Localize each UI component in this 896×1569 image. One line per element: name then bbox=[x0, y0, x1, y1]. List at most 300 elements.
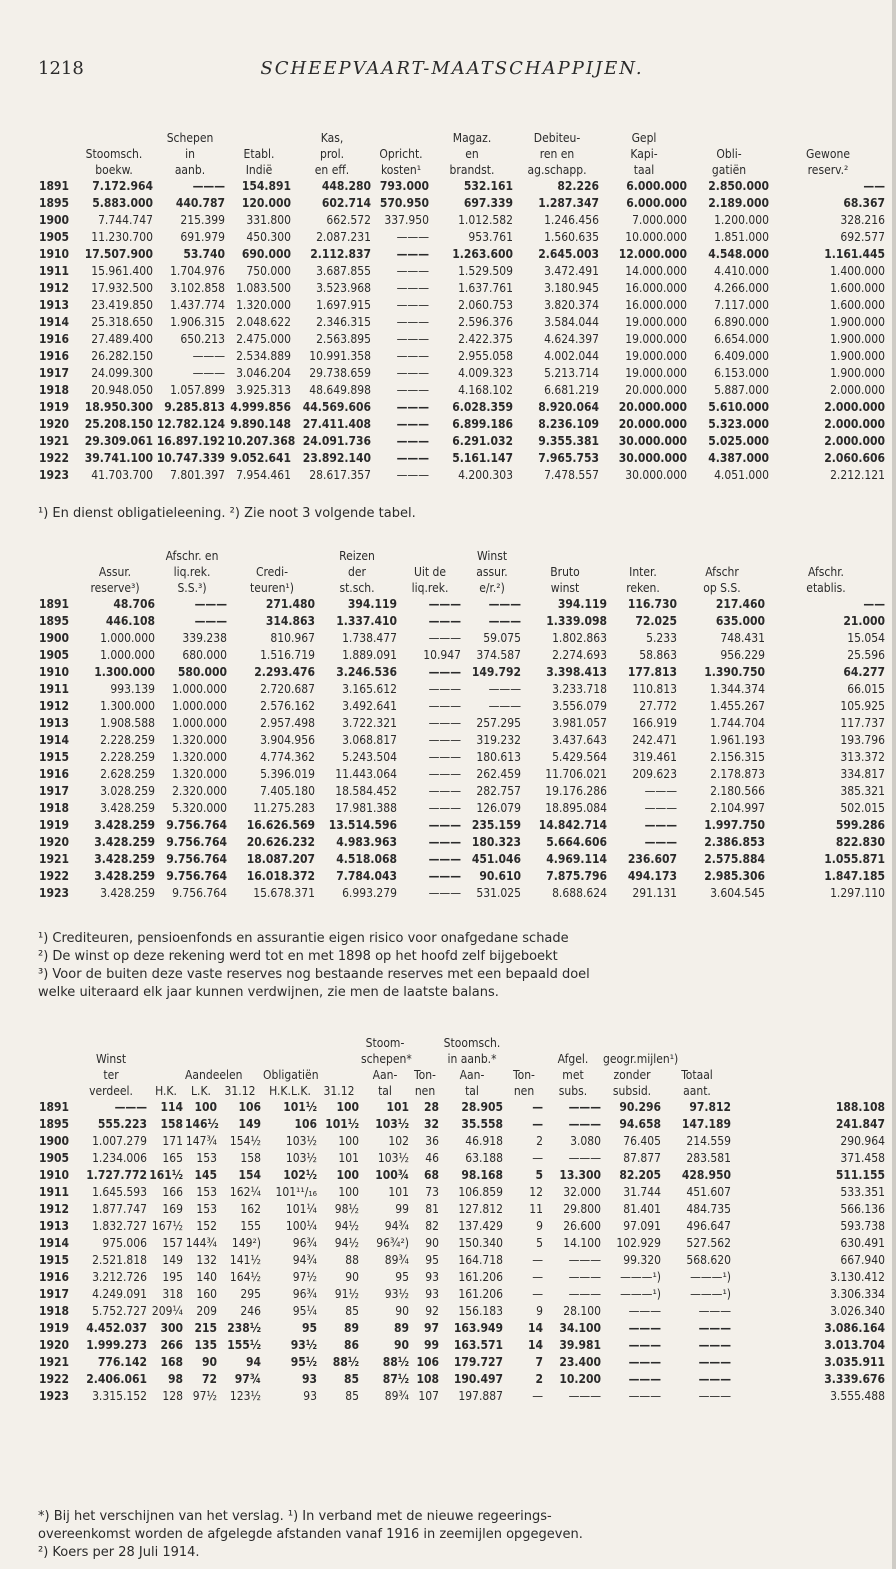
table-cell: 3.180.945 bbox=[544, 281, 599, 295]
table-cell: 46.918 bbox=[465, 1134, 503, 1148]
table-cell: —— bbox=[863, 179, 885, 193]
table-cell: 4.002.044 bbox=[544, 349, 599, 363]
table-cell: 19.000.000 bbox=[625, 332, 687, 346]
table-cell: ——— bbox=[568, 1389, 601, 1403]
table-cell: 334.817 bbox=[840, 767, 885, 781]
table-cell: 20.000.000 bbox=[618, 417, 687, 431]
table-cell: 66.015 bbox=[847, 682, 885, 696]
table-cell: 98.168 bbox=[461, 1168, 503, 1182]
table-cell: 690.000 bbox=[241, 247, 291, 261]
table-cell: 319.461 bbox=[632, 750, 677, 764]
table-cell: 63.188 bbox=[465, 1151, 503, 1165]
table-cell: 190.497 bbox=[453, 1372, 503, 1386]
table-cell: 2.596.376 bbox=[458, 315, 513, 329]
column-header bbox=[74, 1035, 148, 1051]
table-cell: 23.892.140 bbox=[302, 451, 371, 465]
table-cell: 9.890.148 bbox=[230, 417, 291, 431]
table-cell: 100¼ bbox=[285, 1219, 317, 1233]
column-header bbox=[602, 1035, 662, 1051]
table-cell: 5.320.000 bbox=[172, 801, 227, 815]
table-cell: 7.801.397 bbox=[170, 468, 225, 482]
table-cell: 102.929 bbox=[616, 1236, 661, 1250]
table-cell: ——— bbox=[192, 179, 225, 193]
table-cell: 101 bbox=[338, 1151, 359, 1165]
row-year: 1913 bbox=[39, 298, 70, 312]
table-cell: 1.200.000 bbox=[714, 213, 769, 227]
table-cell: 6.890.000 bbox=[714, 315, 769, 329]
table-cell: 214.559 bbox=[686, 1134, 731, 1148]
table-cell: 3.981.057 bbox=[552, 716, 607, 730]
table-cell: 374.587 bbox=[476, 648, 521, 662]
table-cell: 3.492.641 bbox=[342, 699, 397, 713]
table-cell: ——— bbox=[192, 366, 225, 380]
table-cell: 48.706 bbox=[113, 597, 155, 611]
table-cell: 217.460 bbox=[715, 597, 765, 611]
table-cell: 1.437.774 bbox=[170, 298, 225, 312]
column-header: prol. bbox=[319, 147, 345, 161]
table-cell: 149 bbox=[238, 1117, 261, 1131]
table-cell: 28.905 bbox=[461, 1100, 503, 1114]
table-cell: 32.000 bbox=[563, 1185, 601, 1199]
table-cell: 5.664.606 bbox=[546, 835, 607, 849]
table-cell: 13.514.596 bbox=[328, 818, 397, 832]
table-cell: 93½ bbox=[384, 1287, 409, 1301]
column-header: Aan- bbox=[459, 1068, 485, 1082]
table-cell: 177.813 bbox=[627, 665, 677, 679]
table-cell: 3.102.858 bbox=[170, 281, 225, 295]
table-cell: ——— bbox=[628, 1321, 661, 1335]
column-header: en bbox=[465, 147, 479, 161]
table-row bbox=[38, 596, 886, 613]
table-row bbox=[38, 1286, 886, 1303]
table-cell: 1.900.000 bbox=[830, 332, 885, 346]
table-cell: 99 bbox=[395, 1202, 409, 1216]
table-cell: 2.955.058 bbox=[458, 349, 513, 363]
table-cell: 9 bbox=[536, 1219, 543, 1233]
column-header bbox=[74, 548, 156, 564]
table-cell: 290.964 bbox=[840, 1134, 885, 1148]
table-cell: 16.000.000 bbox=[625, 298, 687, 312]
table-cell: ——— bbox=[428, 750, 461, 764]
table-cell: 3.233.718 bbox=[552, 682, 607, 696]
column-header: schepen* bbox=[361, 1052, 412, 1066]
row-year: 1919 bbox=[39, 400, 70, 414]
column-header bbox=[218, 1035, 262, 1051]
table-cell: 9.756.764 bbox=[166, 869, 227, 883]
table-cell: 2.521.818 bbox=[92, 1253, 147, 1267]
table-cell: 120.000 bbox=[241, 196, 291, 210]
table-cell: 4.168.102 bbox=[458, 383, 513, 397]
table-cell: 691.979 bbox=[180, 230, 225, 244]
column-header: op S.S. bbox=[703, 581, 741, 595]
table-cell: 2.274.693 bbox=[552, 648, 607, 662]
table-cell: 975.006 bbox=[102, 1236, 147, 1250]
table-cell: 95¼ bbox=[292, 1304, 317, 1318]
table-cell: ——— bbox=[396, 383, 429, 397]
table-cell: 72 bbox=[201, 1372, 217, 1386]
table-cell: 2.985.306 bbox=[704, 869, 765, 883]
table-cell: 3.339.676 bbox=[824, 1372, 885, 1386]
column-header bbox=[38, 580, 74, 596]
table-cell: 102½ bbox=[283, 1168, 317, 1182]
table-cell: 1.000.000 bbox=[172, 699, 227, 713]
table-cell: 7.784.043 bbox=[336, 869, 397, 883]
column-header: etablis. bbox=[806, 581, 846, 595]
column-header: boekw. bbox=[95, 163, 133, 177]
table2-footnote-1: ¹) Crediteuren, pensioenfonds en assurantie eigen risico voor onafgedane schade bbox=[38, 931, 569, 946]
table-cell: 101½ bbox=[283, 1100, 317, 1114]
table-cell: 128 bbox=[162, 1389, 183, 1403]
table-row bbox=[38, 1099, 886, 1116]
table-cell: 11.443.064 bbox=[335, 767, 397, 781]
row-year: 1920 bbox=[39, 417, 70, 431]
table-cell: 9.756.764 bbox=[172, 886, 227, 900]
row-year: 1916 bbox=[39, 767, 70, 781]
table-cell: ——— bbox=[396, 315, 429, 329]
table-cell: 5.161.147 bbox=[452, 451, 513, 465]
table3-footnote-3: ²) Koers per 28 Juli 1914. bbox=[38, 1545, 200, 1560]
table-cell: 750.000 bbox=[246, 264, 291, 278]
table-cell: 2.000.000 bbox=[824, 417, 885, 431]
table-cell: 241.847 bbox=[835, 1117, 885, 1131]
table-cell: 188.108 bbox=[835, 1100, 885, 1114]
table-cell: 2.212.121 bbox=[830, 468, 885, 482]
table-cell: 5.752.727 bbox=[92, 1304, 147, 1318]
row-year: 1918 bbox=[39, 383, 70, 397]
table-cell: 135 bbox=[194, 1338, 217, 1352]
row-year: 1921 bbox=[39, 1355, 70, 1369]
table-header-row bbox=[38, 564, 886, 580]
column-header: nen bbox=[513, 1084, 535, 1098]
table-row bbox=[38, 1116, 886, 1133]
table-cell: 10.200 bbox=[559, 1372, 601, 1386]
table-cell: 123½ bbox=[229, 1389, 261, 1403]
table-cell: 91½ bbox=[334, 1287, 359, 1301]
table-cell: 5.610.000 bbox=[708, 400, 769, 414]
table-cell: 10.747.339 bbox=[156, 451, 225, 465]
table-cell: 149.792 bbox=[471, 665, 521, 679]
column-header bbox=[226, 130, 292, 146]
table-cell: 3.437.643 bbox=[552, 733, 607, 747]
table-cell: ——— bbox=[628, 1372, 661, 1386]
table-cell: 4.452.037 bbox=[86, 1321, 147, 1335]
table-cell: ——— bbox=[428, 801, 461, 815]
table-cell: 4.387.000 bbox=[708, 451, 769, 465]
table-cell: 337.950 bbox=[384, 213, 429, 227]
table-cell: 100 bbox=[194, 1100, 217, 1114]
column-header: Credi- bbox=[255, 565, 289, 579]
row-year: 1915 bbox=[39, 750, 70, 764]
table-cell: 3.687.855 bbox=[316, 264, 371, 278]
table-cell: 527.562 bbox=[686, 1236, 731, 1250]
column-header: Winst bbox=[476, 549, 508, 563]
table-cell: ——— bbox=[488, 614, 521, 628]
table-cell: ——— bbox=[428, 784, 461, 798]
table-cell: 810.967 bbox=[270, 631, 315, 645]
table-cell: 152 bbox=[196, 1219, 217, 1233]
table-cell: 209¼ bbox=[151, 1304, 183, 1318]
row-year: 1921 bbox=[39, 434, 70, 448]
table-cell: 6.899.186 bbox=[452, 417, 513, 431]
table-cell: 6.028.359 bbox=[452, 400, 513, 414]
table-cell: ——— bbox=[396, 468, 429, 482]
table-cell: 8.236.109 bbox=[538, 417, 599, 431]
table-cell: 11.706.021 bbox=[545, 767, 607, 781]
column-header: L.K. bbox=[191, 1084, 211, 1098]
table-cell: 1.600.000 bbox=[830, 281, 885, 295]
table-cell: 1.000.000 bbox=[100, 648, 155, 662]
table-cell: 394.119 bbox=[347, 597, 397, 611]
table-cell: 100 bbox=[336, 1100, 359, 1114]
table-cell: 1.012.582 bbox=[458, 213, 513, 227]
table-cell: 566.136 bbox=[840, 1202, 885, 1216]
table-cell: 10.207.368 bbox=[227, 434, 296, 448]
table-cell: 145 bbox=[194, 1168, 217, 1182]
table-row bbox=[38, 664, 886, 681]
table-cell: ——— bbox=[644, 835, 677, 849]
column-header: H.K.L.K. bbox=[269, 1084, 311, 1098]
table-cell: 10.991.358 bbox=[309, 349, 371, 363]
table-cell: ——— bbox=[194, 597, 227, 611]
table-cell: 2.293.476 bbox=[254, 665, 315, 679]
table-cell: 257.295 bbox=[476, 716, 521, 730]
table-cell: 144¾ bbox=[185, 1236, 217, 1250]
table-cell: 95 bbox=[301, 1321, 317, 1335]
column-header: der bbox=[348, 565, 366, 579]
column-header: assur. bbox=[476, 565, 508, 579]
table-cell: ——— bbox=[628, 1338, 661, 1352]
table-cell: 58.863 bbox=[639, 648, 677, 662]
table-cell: 82 bbox=[425, 1219, 439, 1233]
table-cell: 2.320.000 bbox=[172, 784, 227, 798]
table-cell: 85 bbox=[343, 1372, 359, 1386]
column-header: e/r.²) bbox=[479, 581, 505, 595]
table-cell: 117.737 bbox=[840, 716, 885, 730]
table-cell: 451.046 bbox=[471, 852, 521, 866]
table-cell: 20.000.000 bbox=[618, 400, 687, 414]
row-year: 1917 bbox=[39, 784, 70, 798]
table-cell: 5.429.564 bbox=[552, 750, 607, 764]
table-cell: 154.891 bbox=[241, 179, 291, 193]
row-year: 1911 bbox=[39, 682, 70, 696]
column-header bbox=[38, 1035, 74, 1051]
table-cell: 9.052.641 bbox=[230, 451, 291, 465]
column-header: met bbox=[562, 1068, 584, 1082]
row-year: 1891 bbox=[39, 597, 70, 611]
table-row bbox=[38, 681, 886, 698]
table-cell: 3.428.259 bbox=[100, 801, 155, 815]
table-cell: 101¼ bbox=[285, 1202, 317, 1216]
table-cell: 14.100 bbox=[563, 1236, 601, 1250]
table-cell: 3.026.340 bbox=[830, 1304, 885, 1318]
table-cell: 90 bbox=[345, 1270, 359, 1284]
table-cell: 5.213.714 bbox=[544, 366, 599, 380]
table-cell: 440.787 bbox=[175, 196, 225, 210]
running-title: SCHEEPVAART-MAATSCHAPPIJEN. bbox=[260, 58, 644, 79]
table-cell: 602.714 bbox=[321, 196, 371, 210]
row-year: 1913 bbox=[39, 1219, 70, 1233]
column-header bbox=[608, 548, 678, 564]
table-cell: 3.584.044 bbox=[544, 315, 599, 329]
table-cell: 12.782.124 bbox=[156, 417, 225, 431]
table-cell: ——— bbox=[628, 1304, 661, 1318]
table-cell: 1.802.863 bbox=[552, 631, 607, 645]
table-cell: 385.321 bbox=[840, 784, 885, 798]
table-row bbox=[38, 348, 886, 365]
table-cell: 24.091.736 bbox=[302, 434, 371, 448]
table-cell: 17.507.900 bbox=[84, 247, 153, 261]
table-row bbox=[38, 1337, 886, 1354]
table-cell: 3.925.313 bbox=[236, 383, 291, 397]
table-row bbox=[38, 868, 886, 885]
table-cell: 1.263.600 bbox=[452, 247, 513, 261]
table-cell: 100 bbox=[338, 1134, 359, 1148]
column-header: reserv.² bbox=[807, 163, 849, 177]
table-cell: 3.820.374 bbox=[544, 298, 599, 312]
row-year: 1916 bbox=[39, 349, 70, 363]
column-header: aanb. bbox=[174, 163, 206, 177]
table-cell: 106 bbox=[238, 1100, 261, 1114]
table-cell: 15.678.371 bbox=[253, 886, 315, 900]
table-cell: 1.847.185 bbox=[824, 869, 885, 883]
table-cell: 5.025.000 bbox=[708, 434, 769, 448]
table-cell: 1.900.000 bbox=[830, 315, 885, 329]
table-cell: 3.428.259 bbox=[94, 818, 155, 832]
table-cell: 89¾ bbox=[384, 1389, 409, 1403]
table-cell: 10.947 bbox=[423, 648, 461, 662]
table-cell: 2.104.997 bbox=[710, 801, 765, 815]
table-row bbox=[38, 749, 886, 766]
table-cell: ——— bbox=[396, 298, 429, 312]
table-cell: 2 bbox=[535, 1372, 543, 1386]
column-header bbox=[504, 1051, 544, 1067]
table-row bbox=[38, 766, 886, 783]
column-header: teuren¹) bbox=[250, 581, 294, 595]
column-header: S.S.³) bbox=[177, 581, 207, 595]
table-cell: 246 bbox=[240, 1304, 261, 1318]
column-header: subs. bbox=[558, 1084, 588, 1098]
table-cell: 76.405 bbox=[623, 1134, 661, 1148]
column-header bbox=[688, 130, 770, 146]
table-cell: ——— bbox=[396, 417, 429, 431]
table-cell: 11.230.700 bbox=[91, 230, 153, 244]
table-row bbox=[38, 613, 886, 630]
table-cell: 822.830 bbox=[835, 835, 885, 849]
table-row bbox=[38, 1354, 886, 1371]
table-cell: 1.637.761 bbox=[458, 281, 513, 295]
column-header bbox=[262, 1051, 318, 1067]
table-cell: 371.458 bbox=[840, 1151, 885, 1165]
table-cell: 101 bbox=[386, 1100, 409, 1114]
table-cell: 155½ bbox=[227, 1338, 261, 1352]
table-cell: 1.339.098 bbox=[546, 614, 607, 628]
table-row bbox=[38, 1235, 886, 1252]
table-cell: 25.208.150 bbox=[84, 417, 153, 431]
table-cell: 448.280 bbox=[321, 179, 371, 193]
table-cell: 1.529.509 bbox=[458, 264, 513, 278]
table-cell: 93 bbox=[303, 1389, 317, 1403]
row-year: 1912 bbox=[39, 281, 70, 295]
table-cell: 531.025 bbox=[476, 886, 521, 900]
table-cell: 34.100 bbox=[559, 1321, 601, 1335]
table-cell: 24.099.300 bbox=[91, 366, 153, 380]
table-cell: 13.300 bbox=[559, 1168, 601, 1182]
table-cell: 30.000.000 bbox=[625, 468, 687, 482]
table-cell: 1.297.110 bbox=[830, 886, 885, 900]
table-cell: 266 bbox=[160, 1338, 183, 1352]
table-cell: 4.518.068 bbox=[336, 852, 397, 866]
table-cell: ——— bbox=[428, 869, 461, 883]
table-cell: 215.399 bbox=[180, 213, 225, 227]
table-cell: ———¹) bbox=[620, 1270, 661, 1284]
table-row bbox=[38, 1150, 886, 1167]
table-cell: 300 bbox=[160, 1321, 183, 1335]
table-header-row bbox=[38, 1035, 886, 1051]
table-row bbox=[38, 450, 886, 467]
table-row bbox=[38, 399, 886, 416]
table-row bbox=[38, 800, 886, 817]
table-cell: ——— bbox=[644, 818, 677, 832]
column-header: subsid. bbox=[612, 1084, 652, 1098]
table-cell: 630.491 bbox=[840, 1236, 885, 1250]
table-row bbox=[38, 1269, 886, 1286]
table-cell: — bbox=[532, 1287, 543, 1301]
table-cell: 5.887.000 bbox=[714, 383, 769, 397]
table-cell: 164.718 bbox=[458, 1253, 503, 1267]
table-cell: 149 bbox=[162, 1253, 183, 1267]
table-cell: 282.757 bbox=[476, 784, 521, 798]
table-cell: ——— bbox=[628, 1355, 661, 1369]
column-header: Winst bbox=[95, 1052, 127, 1066]
table-cell: ——— bbox=[698, 1389, 731, 1403]
table-cell: 94½ bbox=[334, 1219, 359, 1233]
row-year: 1917 bbox=[39, 366, 70, 380]
column-header bbox=[372, 130, 430, 146]
table-cell: 2.346.315 bbox=[316, 315, 371, 329]
column-header: Ton- bbox=[513, 1068, 535, 1082]
column-header bbox=[398, 548, 462, 564]
table-cell: 8.688.624 bbox=[552, 886, 607, 900]
table-cell: 20.626.232 bbox=[246, 835, 315, 849]
table-cell: 3.306.334 bbox=[830, 1287, 885, 1301]
table-cell: 1.744.704 bbox=[710, 716, 765, 730]
table-cell: 81.401 bbox=[623, 1202, 661, 1216]
column-header: 31.12 bbox=[323, 1084, 355, 1098]
column-header bbox=[38, 130, 74, 146]
table-cell: 88 bbox=[345, 1253, 359, 1267]
table-cell: ——— bbox=[644, 801, 677, 815]
row-year: 1900 bbox=[39, 213, 70, 227]
table-header-row bbox=[38, 1067, 886, 1083]
column-header: ter bbox=[103, 1068, 119, 1082]
table-cell: 3.212.726 bbox=[92, 1270, 147, 1284]
table-cell: 6.000.000 bbox=[626, 179, 687, 193]
table-cell: 97¾ bbox=[234, 1372, 261, 1386]
table-cell: 1.337.410 bbox=[336, 614, 397, 628]
row-year: 1895 bbox=[39, 196, 70, 210]
table-cell: 160 bbox=[196, 1287, 217, 1301]
table-cell: 168 bbox=[160, 1355, 183, 1369]
row-year: 1912 bbox=[39, 1202, 70, 1216]
table-cell: 1.738.477 bbox=[342, 631, 397, 645]
table-row bbox=[38, 647, 886, 664]
table-cell: 110.813 bbox=[632, 682, 677, 696]
table-cell: 107 bbox=[418, 1389, 439, 1403]
table-cell: 12 bbox=[529, 1185, 543, 1199]
column-header: Gepl bbox=[631, 131, 657, 145]
table-cell: 1.000.000 bbox=[172, 682, 227, 696]
table-cell: 26.600 bbox=[563, 1219, 601, 1233]
